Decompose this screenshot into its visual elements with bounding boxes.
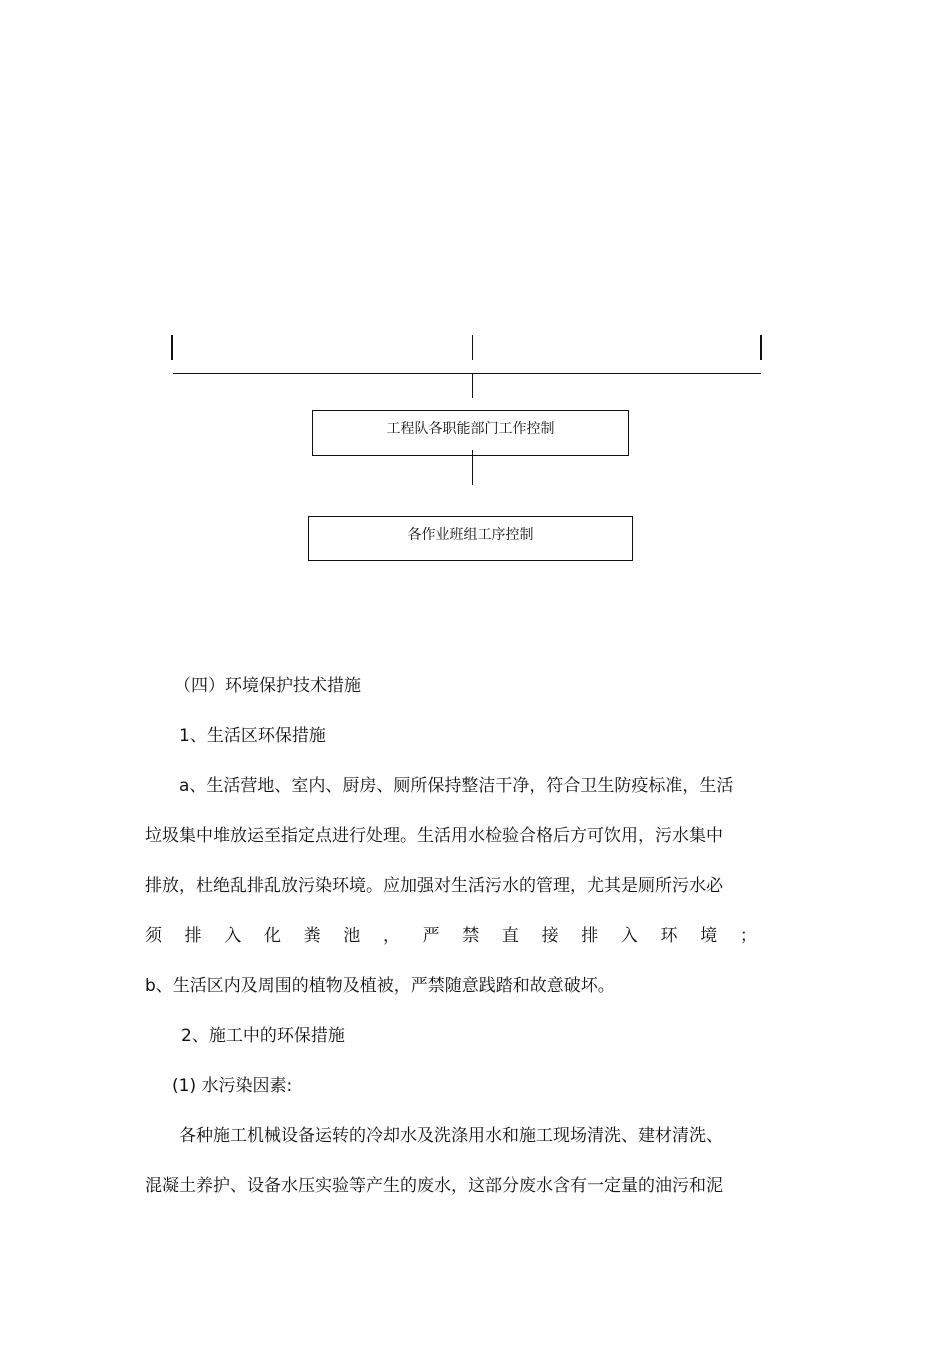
- subheading-living-area: 1、生活区环保措施: [179, 726, 326, 746]
- paragraph-a-line-4-char: 粪: [303, 926, 321, 946]
- flow-box-team-control-label: 各作业班组工序控制: [407, 526, 534, 543]
- connector-right-vertical: [760, 335, 762, 360]
- flow-box-department-control: [312, 410, 629, 456]
- flow-box-team-control: [308, 516, 633, 561]
- paragraph-a-line-4-char: 入: [224, 926, 242, 946]
- flow-box-department-control-label: 工程队各职能部门工作控制: [386, 421, 555, 437]
- connector-center-vertical-lower: [472, 450, 473, 485]
- paragraph-a-line-4-char: 严: [422, 926, 440, 946]
- paragraph-a-line-4-char: 须: [145, 926, 162, 946]
- section-heading-environment: （四）环境保护技术措施: [174, 676, 361, 696]
- paragraph-a-line-4-char: ，: [382, 926, 400, 946]
- paragraph-a-line-4-char: 入: [620, 926, 638, 946]
- paragraph-a-line-3: 排放，杜绝乱排乱放污染环境。应加强对生活污水的管理，尤其是厕所污水必: [145, 876, 723, 896]
- connector-center-vertical-top: [472, 335, 473, 360]
- connector-center-vertical-mid: [472, 374, 473, 398]
- paragraph-a-line-4-char: 环: [660, 926, 678, 946]
- paragraph-a-line-4-char: 排: [184, 926, 202, 946]
- paragraph-c-line-1: 各种施工机械设备运转的冷却水及洗涤用水和施工现场清洗、建材清洗、: [179, 1126, 723, 1146]
- paragraph-a-line-4-char: 排: [581, 926, 599, 946]
- paragraph-a-line-4-char: ；: [739, 926, 757, 946]
- paragraph-a-line-4-char: 禁: [462, 926, 480, 946]
- paragraph-a-line-1: a、生活营地、室内、厨房、厕所保持整洁干净，符合卫生防疫标准，生活: [179, 776, 734, 796]
- paragraph-a-line-2: 垃圾集中堆放运至指定点进行处理。生活用水检验合格后方可饮用，污水集中: [145, 826, 723, 846]
- paragraph-a-line-4: [145, 928, 757, 945]
- subheading-water-pollution: (1) 水污染因素:: [172, 1076, 293, 1096]
- connector-left-vertical: [171, 335, 173, 360]
- paragraph-a-line-4-char: 接: [541, 926, 559, 946]
- paragraph-a-line-4-char: 直: [501, 926, 519, 946]
- paragraph-a-line-4-char: 化: [263, 926, 281, 946]
- paragraph-a-line-4-char: 池: [343, 926, 361, 946]
- connector-horizontal: [173, 373, 761, 374]
- subheading-construction: 2、施工中的环保措施: [181, 1026, 345, 1046]
- paragraph-c-line-2: 混凝土养护、设备水压实验等产生的废水，这部分废水含有一定量的油污和泥: [145, 1176, 723, 1196]
- paragraph-b: b、生活区内及周围的植物及植被，严禁随意践踏和故意破坏。: [145, 976, 615, 996]
- paragraph-a-line-4-char: 境: [700, 926, 718, 946]
